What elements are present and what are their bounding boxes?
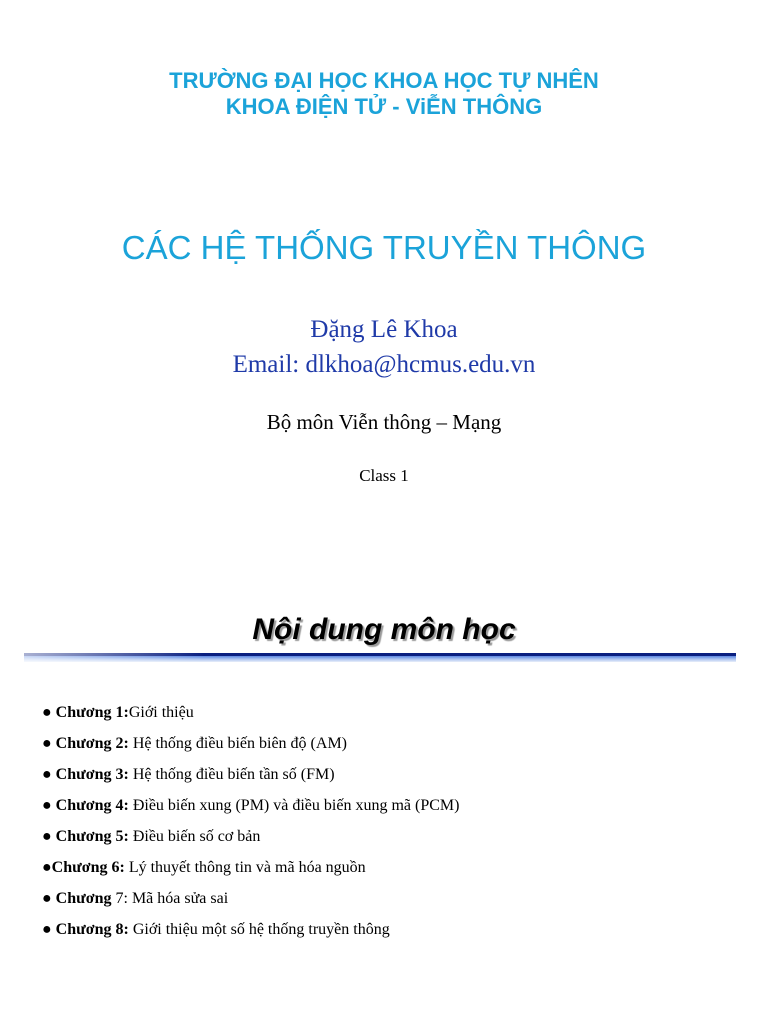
- list-item: [42, 764, 742, 795]
- chapter-title: Mã hóa sửa sai: [131, 890, 229, 907]
- chapter-title: Điều biến số cơ bản: [132, 828, 261, 845]
- list-item: [42, 702, 742, 733]
- bullet-icon: ●: [42, 921, 56, 938]
- chapter-title: Lý thuyết thông tin và mã hóa nguồn: [128, 859, 366, 876]
- list-item: [42, 826, 742, 857]
- bullet-icon: ●: [42, 735, 56, 752]
- chapter-label: Chương 6:: [51, 859, 125, 876]
- list-item: ● Chương 7: Mã hóa sửa sai: [42, 890, 229, 907]
- bullet-icon: ●: [42, 797, 56, 814]
- chapter-label: Chương 3:: [55, 766, 129, 783]
- chapter-title: Giới thiệu: [128, 704, 194, 721]
- faculty-name: KHOA ĐIỆN TỬ - ViỄN THÔNG: [225, 94, 543, 119]
- department-name: Bộ môn Viễn thông – Mạng: [266, 410, 502, 434]
- bullet-icon: ●: [42, 766, 56, 783]
- chapter-label: Chương 5:: [55, 828, 129, 845]
- class-label: Class 1: [359, 466, 409, 485]
- bullet-icon: ●: [42, 890, 56, 907]
- list-item: [42, 857, 742, 888]
- bullet-icon: ●: [42, 704, 56, 721]
- list-item: [42, 733, 742, 764]
- university-name: TRƯỜNG ĐẠI HỌC KHOA HỌC TỰ NHÊN: [169, 68, 599, 93]
- chapter-title: Điều biến xung (PM) và điều biến xung mã (PCM): [132, 797, 460, 814]
- chapter-label: Chương 8:: [55, 921, 129, 938]
- chapter-title: Giới thiệu một số hệ thống truyền thông: [132, 921, 390, 938]
- list-item: [42, 919, 742, 950]
- section-divider: [24, 652, 736, 662]
- chapter-label: Chương 4:: [55, 797, 129, 814]
- chapter-list: [42, 702, 742, 950]
- course-title: CÁC HỆ THỐNG TRUYỀN THÔNG: [121, 229, 647, 266]
- chapter-label: Chương 1:: [55, 704, 129, 721]
- author-name: Đặng Lê Khoa: [310, 316, 458, 343]
- section-title: Nội dung môn học: [252, 613, 516, 646]
- author-email: Email: dlkhoa@hcmus.edu.vn: [232, 351, 536, 378]
- list-item: [42, 795, 742, 826]
- chapter-label: Chương 2:: [55, 735, 129, 752]
- bullet-icon: ●: [42, 859, 52, 876]
- chapter-title: Hệ thống điều biến biên độ (AM): [132, 735, 347, 752]
- chapter-label: Chương: [55, 890, 112, 907]
- chapter-title: Hệ thống điều biến tần số (FM): [132, 766, 335, 783]
- bullet-icon: ●: [42, 828, 56, 845]
